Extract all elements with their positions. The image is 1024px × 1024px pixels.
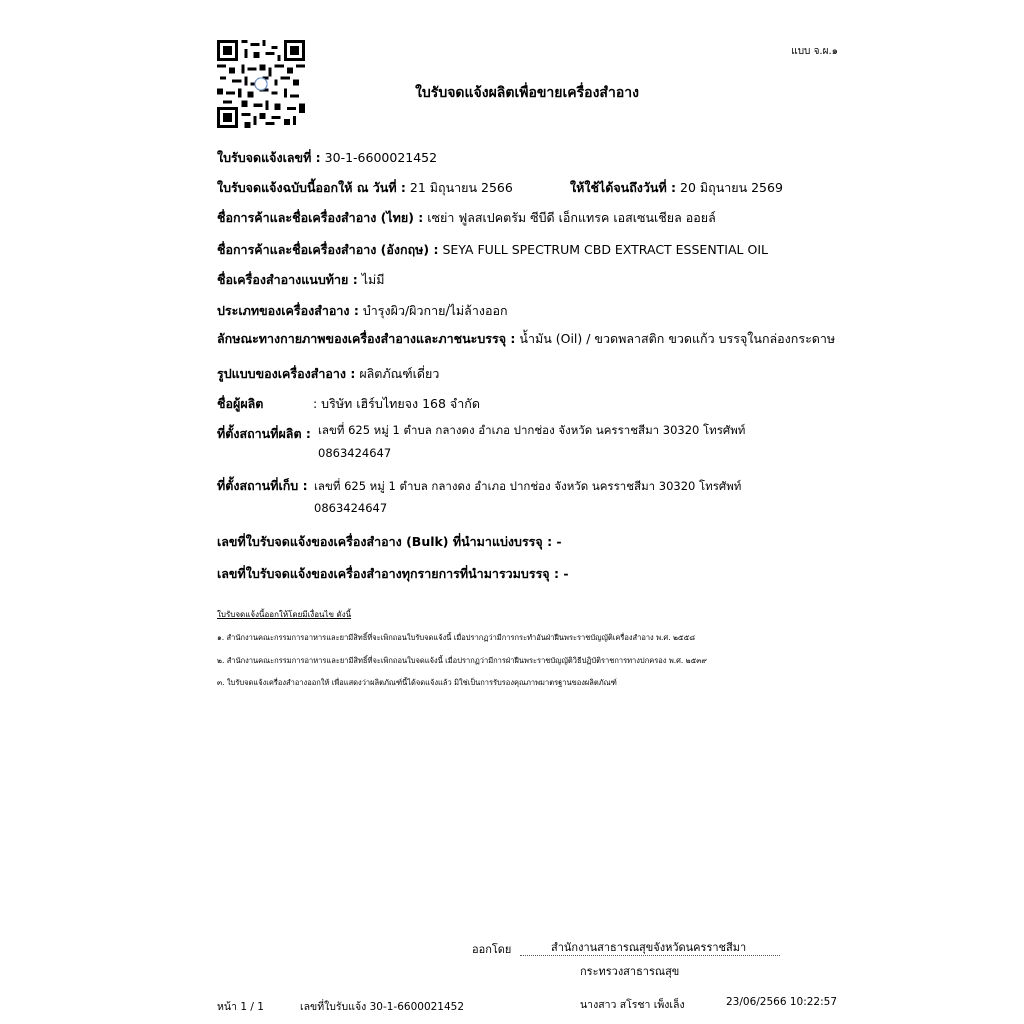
field-value: SEYA FULL SPECTRUM CBD EXTRACT ESSENTIAL OIL (442, 242, 768, 257)
cosmetic-style-row (217, 364, 439, 384)
field-value: 20 มิถุนายน 2569 (680, 180, 783, 195)
field-value: เซย่า ฟูลสเปคตรัม ซีบีดี เอ็กแทรค เอสเซนเชียล ออยล์ (427, 210, 716, 225)
manufacture-site-phone: 0863424647 (318, 446, 392, 460)
field-value: 21 มิถุนายน 2566 (409, 180, 513, 195)
field-value: ไม่มี (361, 272, 385, 287)
conditions-heading: ใบรับจดแจ้งนี้ออกให้โดยมีเงื่อนไข ดังนี้ (217, 610, 352, 619)
trade-name-th-row (217, 208, 716, 228)
issuer-office: สำนักงานสาธารณสุขจังหวัดนครราชสีมา (551, 941, 747, 954)
valid-until-row (570, 178, 783, 198)
issuer-label: ออกโดย (472, 943, 512, 956)
field-label: ใบรับจดแจ้งเลขที่ : (217, 150, 321, 165)
field-label: ประเภทของเครื่องสำอาง : (217, 303, 359, 318)
field-label: ชื่อการค้าและชื่อเครื่องสำอาง (ไทย) : (217, 210, 424, 225)
field-label: ชื่อเครื่องสำอางแนบท้าย : (217, 272, 358, 287)
issuer-ministry: กระทรวงสาธารณสุข (580, 965, 680, 978)
field-label: ใบรับจดแจ้งฉบับนี้ออกให้ ณ วันที่ : (217, 180, 406, 195)
field-label: ลักษณะทางกายภาพของเครื่องสำอางและภาชนะบรรจุ : (217, 331, 516, 346)
manufacture-site-label: ที่ตั้งสถานที่ผลิต : (217, 426, 311, 441)
field-value: บำรุงผิว/ผิวกาย/ไม่ล้างออก (362, 303, 508, 318)
manufacturer-row (217, 394, 480, 414)
field-value: 30-1-6600021452 (324, 150, 438, 165)
officer-name: นางสาว สโรชา เพ็งเล็ง (580, 999, 685, 1011)
manufacture-site-address: เลขที่ 625 หมู่ 1 ตำบล กลางดง อำเภอ ปากช่อง จังหวัด นครราชสีมา 30320 โทรศัพท์ (318, 423, 746, 437)
combined-no-row: เลขที่ใบรับจดแจ้งของเครื่องสำอางทุกรายการที่นำมารวมบรรจุ : - (217, 566, 569, 581)
footer-ref: เลขที่ใบรับแจ้ง 30-1-6600021452 (300, 1001, 465, 1013)
attached-name-row (217, 270, 384, 290)
field-label: รูปแบบของเครื่องสำอาง : (217, 366, 356, 381)
field-value: น้ำมัน (Oil) / ขวดพลาสติก ขวดแก้ว บรรจุในกล่องกระดาษ (519, 331, 836, 346)
timestamp: 23/06/2566 10:22:57 (726, 996, 838, 1008)
storage-site-label: ที่ตั้งสถานที่เก็บ : (217, 478, 308, 493)
issue-date-row (217, 178, 513, 198)
physical-form-row (217, 329, 835, 349)
cosmetic-type-row (217, 301, 508, 321)
notification-no-row (217, 148, 437, 168)
field-value: : บริษัท เฮิร์บไทยจง 168 จำกัด (312, 396, 480, 411)
field-label: ชื่อการค้าและชื่อเครื่องสำอาง (อังกฤษ) : (217, 242, 439, 257)
condition-item: ๒. สำนักงานคณะกรรมการอาหารและยามีสิทธิ์ที่จะเพิกถอนใบจดแจ้งนี้ เมื่อปรากฏว่ามีการฝ่าฝืนพระราชบัญญัติวิธีปฏิบัติราชการทางปกครอง พ.ศ. ๒๕๓๙ (217, 656, 707, 665)
field-label: ชื่อผู้ผลิต (217, 396, 264, 411)
signature-line (520, 955, 780, 956)
field-label: ให้ใช้ได้จนถึงวันที่ : (570, 180, 677, 195)
condition-item: ๓. ใบรับจดแจ้งเครื่องสำอางออกให้ เพื่อแสดงว่าผลิตภัณฑ์นี้ได้จดแจ้งแล้ว มิใช่เป็นการรับรองคุณภาพมาตรฐานของผลิตภัณฑ์ (217, 678, 617, 687)
storage-site-address: เลขที่ 625 หมู่ 1 ตำบล กลางดง อำเภอ ปากช่อง จังหวัด นครราชสีมา 30320 โทรศัพท์ (314, 479, 742, 493)
field-value: ผลิตภัณฑ์เดี่ยว (359, 366, 440, 381)
trade-name-en-row (217, 240, 768, 260)
bulk-no-row: เลขที่ใบรับจดแจ้งของเครื่องสำอาง (Bulk) ที่นำมาแบ่งบรรจุ : - (217, 534, 562, 549)
form-code: แบบ จ.ผ.๑ (791, 46, 838, 57)
storage-site-phone: 0863424647 (314, 501, 388, 515)
page-number: หน้า 1 / 1 (217, 1001, 264, 1013)
condition-item: ๑. สำนักงานคณะกรรมการอาหารและยามีสิทธิ์ที่จะเพิกถอนใบรับจดแจ้งนี้ เมื่อปรากฏว่ามีการกระทำอันฝ่าฝืนพระราชบัญญัติเครื่องสำอาง พ.ศ. ๒๕๕๘ (217, 633, 696, 642)
page-title: ใบรับจดแจ้งผลิตเพื่อขายเครื่องสำอาง (415, 85, 639, 101)
